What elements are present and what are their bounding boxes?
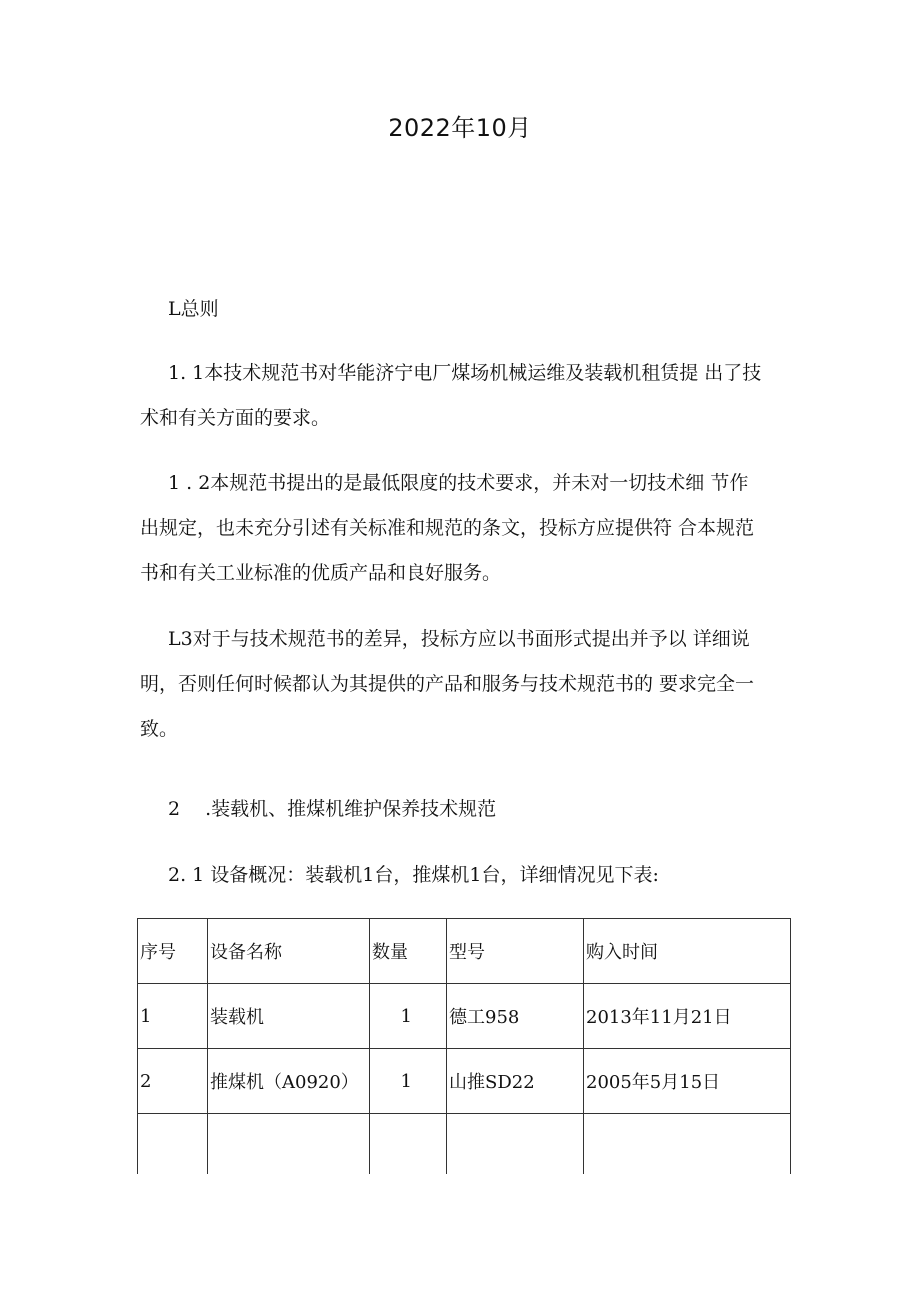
header-cell-model: 型号	[447, 919, 584, 984]
paragraph-1-1-line-2: 术和有关方面的要求。	[140, 407, 331, 429]
table-header-row	[138, 919, 791, 984]
header-cell-purchase-date: 购入时间	[584, 919, 791, 984]
cell-name	[208, 1114, 370, 1175]
paragraph-1-2-line-2: 出规定，也未充分引述有关标准和规范的条文，投标方应提供符 合本规范	[140, 517, 755, 539]
cell-model: 德工958	[447, 984, 584, 1049]
paragraph-1-2-line-3: 书和有关工业标准的优质产品和良好服务。	[140, 562, 502, 584]
cell-quantity: 1	[370, 984, 447, 1049]
paragraph-2-1: 2. 1 设备概况：装载机1台，推煤机1台，详细情况见下表:	[168, 864, 659, 886]
section-heading-maintenance: 2 .装载机、推煤机维护保养技术规范	[168, 798, 497, 820]
cell-quantity	[370, 1114, 447, 1175]
cell-purchase-date: 2005年5月15日	[584, 1049, 791, 1114]
table-row	[138, 1049, 791, 1114]
paragraph-1-3-line-3: 致。	[140, 718, 179, 740]
cell-purchase-date: 2013年11月21日	[584, 984, 791, 1049]
cell-index: 2	[138, 1049, 208, 1114]
cell-model: 山推SD22	[447, 1049, 584, 1114]
cell-model	[447, 1114, 584, 1175]
equipment-table	[137, 918, 791, 1174]
document-date: 2022年10月	[388, 114, 532, 142]
paragraph-1-3-line-2: 明，否则任何时候都认为其提供的产品和服务与技术规范书的 要求完全一	[140, 673, 755, 695]
section-heading-general: L总则	[168, 298, 219, 320]
table-row	[138, 984, 791, 1049]
header-cell-quantity: 数量	[370, 919, 447, 984]
header-cell-index: 序号	[138, 919, 208, 984]
paragraph-1-2-line-1: 1 . 2本规范书提出的是最低限度的技术要求，并未对一切技术细 节作	[168, 472, 749, 494]
cell-name: 装载机	[208, 984, 370, 1049]
cell-index: 1	[138, 984, 208, 1049]
paragraph-1-1-line-1: 1. 1本技术规范书对华能济宁电厂煤场机械运维及装载机租赁提 出了技	[168, 362, 762, 384]
header-cell-name: 设备名称	[208, 919, 370, 984]
cell-name: 推煤机（A0920）	[208, 1049, 370, 1114]
paragraph-1-3-line-1: L3对于与技术规范书的差异，投标方应以书面形式提出并予以 详细说	[168, 628, 750, 650]
cell-quantity: 1	[370, 1049, 447, 1114]
cell-index	[138, 1114, 208, 1175]
cell-purchase-date	[584, 1114, 791, 1175]
table-row	[138, 1114, 791, 1175]
